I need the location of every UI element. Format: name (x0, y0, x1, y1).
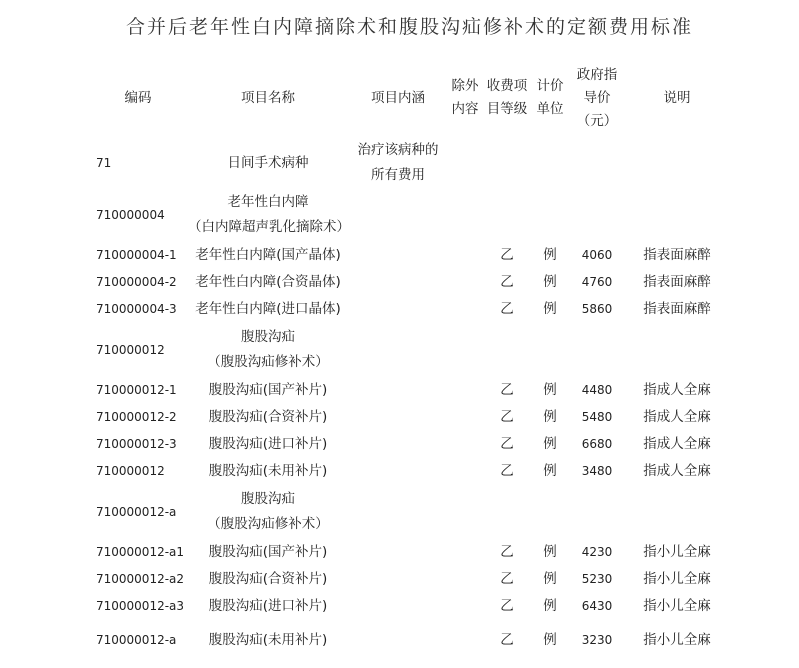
row-code: 710000004-3 (96, 302, 177, 316)
row-name: 腹股沟疝(国产补片) (208, 544, 328, 560)
row-unit: 例 (543, 598, 557, 614)
row-name: 腹股沟疝(合资补片) (208, 409, 328, 425)
row-price: 6680 (581, 437, 613, 451)
row-name: 老年性白内障(国产晶体) (195, 247, 341, 263)
row-name-l2: （腹股沟疝修补术） (207, 516, 329, 532)
row-note: 指成人全麻 (643, 409, 711, 425)
row-name: 腹股沟疝(进口补片) (208, 598, 328, 614)
header-price-l3: （元） (576, 112, 618, 129)
row-unit: 例 (543, 544, 557, 560)
row-note: 指成人全麻 (643, 463, 711, 479)
row-price: 3480 (581, 464, 613, 478)
table-row (88, 566, 728, 593)
table-row (88, 539, 728, 566)
row-price: 4230 (581, 545, 613, 559)
row-unit: 例 (543, 631, 557, 648)
row-note: 指表面麻醉 (643, 301, 711, 317)
header-exclusion (448, 58, 482, 138)
row-note: 指小儿全麻 (643, 598, 711, 614)
row-note: 指小儿全麻 (643, 631, 711, 648)
row-name: 腹股沟疝(合资补片) (208, 571, 328, 587)
table-row (88, 377, 728, 404)
row-price: 5230 (581, 572, 613, 586)
row-content-l2: 所有费用 (371, 167, 425, 183)
row-price: 4760 (581, 275, 613, 289)
row-name-l2: （腹股沟疝修补术） (207, 354, 329, 370)
header-note: 说明 (663, 89, 691, 106)
table-row (88, 138, 728, 188)
row-note: 指小儿全麻 (643, 544, 711, 560)
row-grade: 乙 (500, 463, 514, 479)
header-price-l1: 政府指 (576, 66, 618, 83)
row-code: 710000012 (96, 342, 165, 357)
header-grade (482, 58, 532, 138)
row-unit: 例 (543, 436, 557, 452)
row-name: 腹股沟疝(未用补片) (208, 463, 328, 479)
row-note: 指成人全麻 (643, 436, 711, 452)
row-grade: 乙 (500, 301, 514, 317)
table-row (88, 458, 728, 485)
row-name: 老年性白内障(合资晶体) (195, 274, 341, 290)
row-name: 腹股沟疝(进口补片) (208, 436, 328, 452)
row-code: 710000012 (96, 464, 165, 478)
row-name: 腹股沟疝(未用补片) (208, 631, 328, 648)
table-row (88, 404, 728, 431)
row-grade: 乙 (500, 247, 514, 263)
table-row (88, 296, 728, 323)
header-price-l2: 导价 (583, 89, 611, 106)
row-code: 710000004-2 (96, 275, 177, 289)
table-row (88, 593, 728, 620)
table-row (88, 431, 728, 458)
row-price: 5480 (581, 410, 613, 424)
header-unit-l2: 单位 (536, 101, 564, 117)
row-name (188, 323, 348, 377)
row-code: 710000012-a1 (96, 545, 185, 559)
table-row (88, 188, 728, 242)
row-name (188, 188, 348, 242)
row-price: 4060 (581, 248, 613, 262)
row-unit: 例 (543, 409, 557, 425)
header-name: 项目名称 (241, 89, 295, 106)
row-code: 710000004-1 (96, 248, 177, 262)
row-grade: 乙 (500, 544, 514, 560)
row-content (348, 138, 448, 188)
row-unit: 例 (543, 301, 557, 317)
header-content: 项目内涵 (371, 89, 425, 106)
row-note: 指小儿全麻 (643, 571, 711, 587)
row-unit: 例 (543, 463, 557, 479)
row-name: 老年性白内障(进口晶体) (195, 301, 341, 317)
header-grade-l1: 收费项 (486, 78, 528, 94)
row-note: 指成人全麻 (643, 382, 711, 398)
row-code: 710000012-a2 (96, 572, 185, 586)
row-name-l2: （白内障超声乳化摘除术） (188, 219, 350, 235)
header-exclusion-l2: 内容 (451, 101, 479, 117)
header-row (88, 58, 728, 138)
row-grade: 乙 (500, 598, 514, 614)
header-unit (532, 58, 568, 138)
row-grade: 乙 (500, 409, 514, 425)
row-code: 71 (96, 155, 112, 170)
row-name: 日间手术病种 (227, 154, 309, 171)
header-exclusion-l1: 除外 (451, 78, 479, 94)
row-unit: 例 (543, 274, 557, 290)
row-note: 指表面麻醉 (643, 247, 711, 263)
row-name: 腹股沟疝(国产补片) (208, 382, 328, 398)
table-row (88, 620, 728, 660)
row-grade: 乙 (500, 631, 514, 648)
row-code: 710000012-a (96, 504, 177, 519)
row-code: 710000012-a (96, 632, 177, 647)
row-unit: 例 (543, 247, 557, 263)
row-note: 指表面麻醉 (643, 274, 711, 290)
row-code: 710000004 (96, 207, 165, 222)
page-title: 合并后老年性白内障摘除术和腹股沟疝修补术的定额费用标准 (125, 16, 693, 38)
row-grade: 乙 (500, 274, 514, 290)
table-row (88, 323, 728, 377)
header-price (568, 58, 626, 138)
row-grade: 乙 (500, 382, 514, 398)
row-grade: 乙 (500, 436, 514, 452)
row-code: 710000012-3 (96, 437, 177, 451)
header-unit-l1: 计价 (536, 78, 564, 94)
table-row (88, 269, 728, 296)
row-name (188, 485, 348, 539)
row-content-l1: 治疗该病种的 (357, 142, 439, 158)
row-price: 5860 (581, 302, 613, 316)
fee-standard-table (88, 58, 728, 660)
table-row (88, 242, 728, 269)
row-name-l1: 腹股沟疝 (241, 329, 295, 345)
row-code: 710000012-1 (96, 383, 177, 397)
header-code: 编码 (124, 89, 152, 106)
row-unit: 例 (543, 382, 557, 398)
table-row (88, 485, 728, 539)
row-grade: 乙 (500, 571, 514, 587)
row-code: 710000012-2 (96, 410, 177, 424)
header-grade-l2: 目等级 (486, 101, 528, 117)
row-price: 6430 (581, 599, 613, 613)
row-unit: 例 (543, 571, 557, 587)
row-name-l1: 老年性白内障 (227, 194, 309, 210)
row-name-l1: 腹股沟疝 (241, 491, 295, 507)
row-code: 710000012-a3 (96, 599, 185, 613)
row-price: 3230 (581, 632, 613, 647)
row-price: 4480 (581, 383, 613, 397)
